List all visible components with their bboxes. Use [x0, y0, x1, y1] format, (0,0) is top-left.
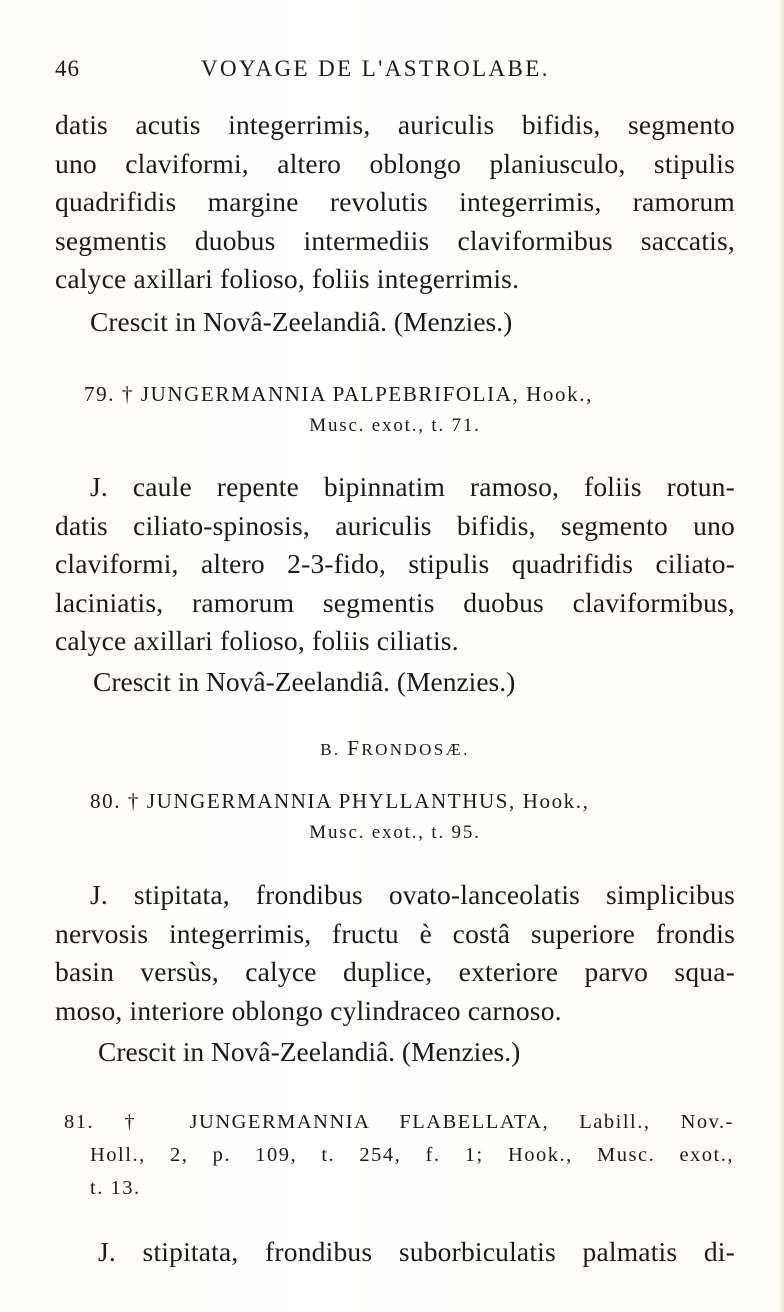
section-title-rest: RONDOSÆ.	[361, 740, 470, 759]
heading-line: Holl., 2, p. 109, t. 254, f. 1; Hook., Musc. exot.,	[90, 1144, 734, 1166]
text-line: datis acutis integerrimis, auriculis bifidis, segmento	[55, 109, 735, 140]
crescit-line: Crescit in Novâ-Zeelandiâ. (Menzies.)	[98, 1036, 521, 1067]
heading-line: t. 13.	[90, 1177, 141, 1199]
entry-79-citation: Musc. exot., t. 71.	[309, 415, 481, 436]
entry-80-heading: 80. † JUNGERMANNIA PHYLLANTHUS, Hook.,	[90, 789, 590, 813]
text-line: calyce axillari folioso, foliis integerrimis.	[55, 263, 520, 294]
section-heading	[55, 736, 735, 761]
entry-79-heading: 79. † JUNGERMANNIA PALPEBRIFOLIA, Hook.,	[84, 382, 593, 406]
page-number: 46	[55, 56, 80, 81]
heading-line: 81. † JUNGERMANNIA FLABELLATA, Labill., Nov.-	[64, 1111, 734, 1133]
running-title: VOYAGE DE L'ASTROLABE.	[201, 56, 550, 81]
text-line: basin versùs, calyce duplice, exteriore parvo squa-	[55, 956, 735, 987]
text-line: segmentis duobus intermediis claviformibus saccatis,	[55, 224, 735, 256]
text-line: moso, interiore oblongo cylindraceo carnoso.	[55, 994, 562, 1026]
entry-80-description	[55, 876, 735, 1030]
crescit-line: Crescit in Novâ-Zeelandiâ. (Menzies.)	[93, 666, 516, 697]
section-title-initial: F	[347, 736, 362, 760]
text-line: J. caule repente bipinnatim ramoso, foliis rotun-	[90, 471, 735, 502]
section-letter: B.	[320, 740, 341, 759]
text-line: J. stipitata, frondibus ovato-lanceolatis simplicibus	[90, 879, 735, 910]
text-line: datis ciliato-spinosis, auriculis bifidis, segmento uno	[55, 509, 735, 541]
paragraph-continuation	[55, 106, 735, 299]
entry-80-citation: Musc. exot., t. 95.	[309, 822, 481, 843]
entry-81-heading	[64, 1106, 734, 1205]
entry-81-description	[55, 1233, 735, 1272]
text-line: calyce axillari folioso, foliis ciliatis.	[55, 625, 459, 656]
text-line: nervosis integerrimis, fructu è costâ superiore frondis	[55, 917, 735, 949]
entry-79-description	[55, 468, 735, 661]
running-head	[55, 56, 735, 86]
crescit-line: Crescit in Novâ-Zeelandiâ. (Menzies.)	[90, 306, 513, 337]
text-line: J. stipitata, frondibus suborbiculatis palmatis di-	[98, 1236, 735, 1267]
text-line: uno claviformi, altero oblongo planiusculo, stipulis	[55, 147, 735, 179]
text-line: claviformi, altero 2-3-fido, stipulis quadrifidis ciliato-	[55, 548, 735, 579]
text-line: quadrifidis margine revolutis integerrimis, ramorum	[55, 186, 735, 217]
page-edge-shadow	[778, 0, 784, 1312]
text-line: laciniatis, ramorum segmentis duobus claviformibus,	[55, 586, 735, 618]
